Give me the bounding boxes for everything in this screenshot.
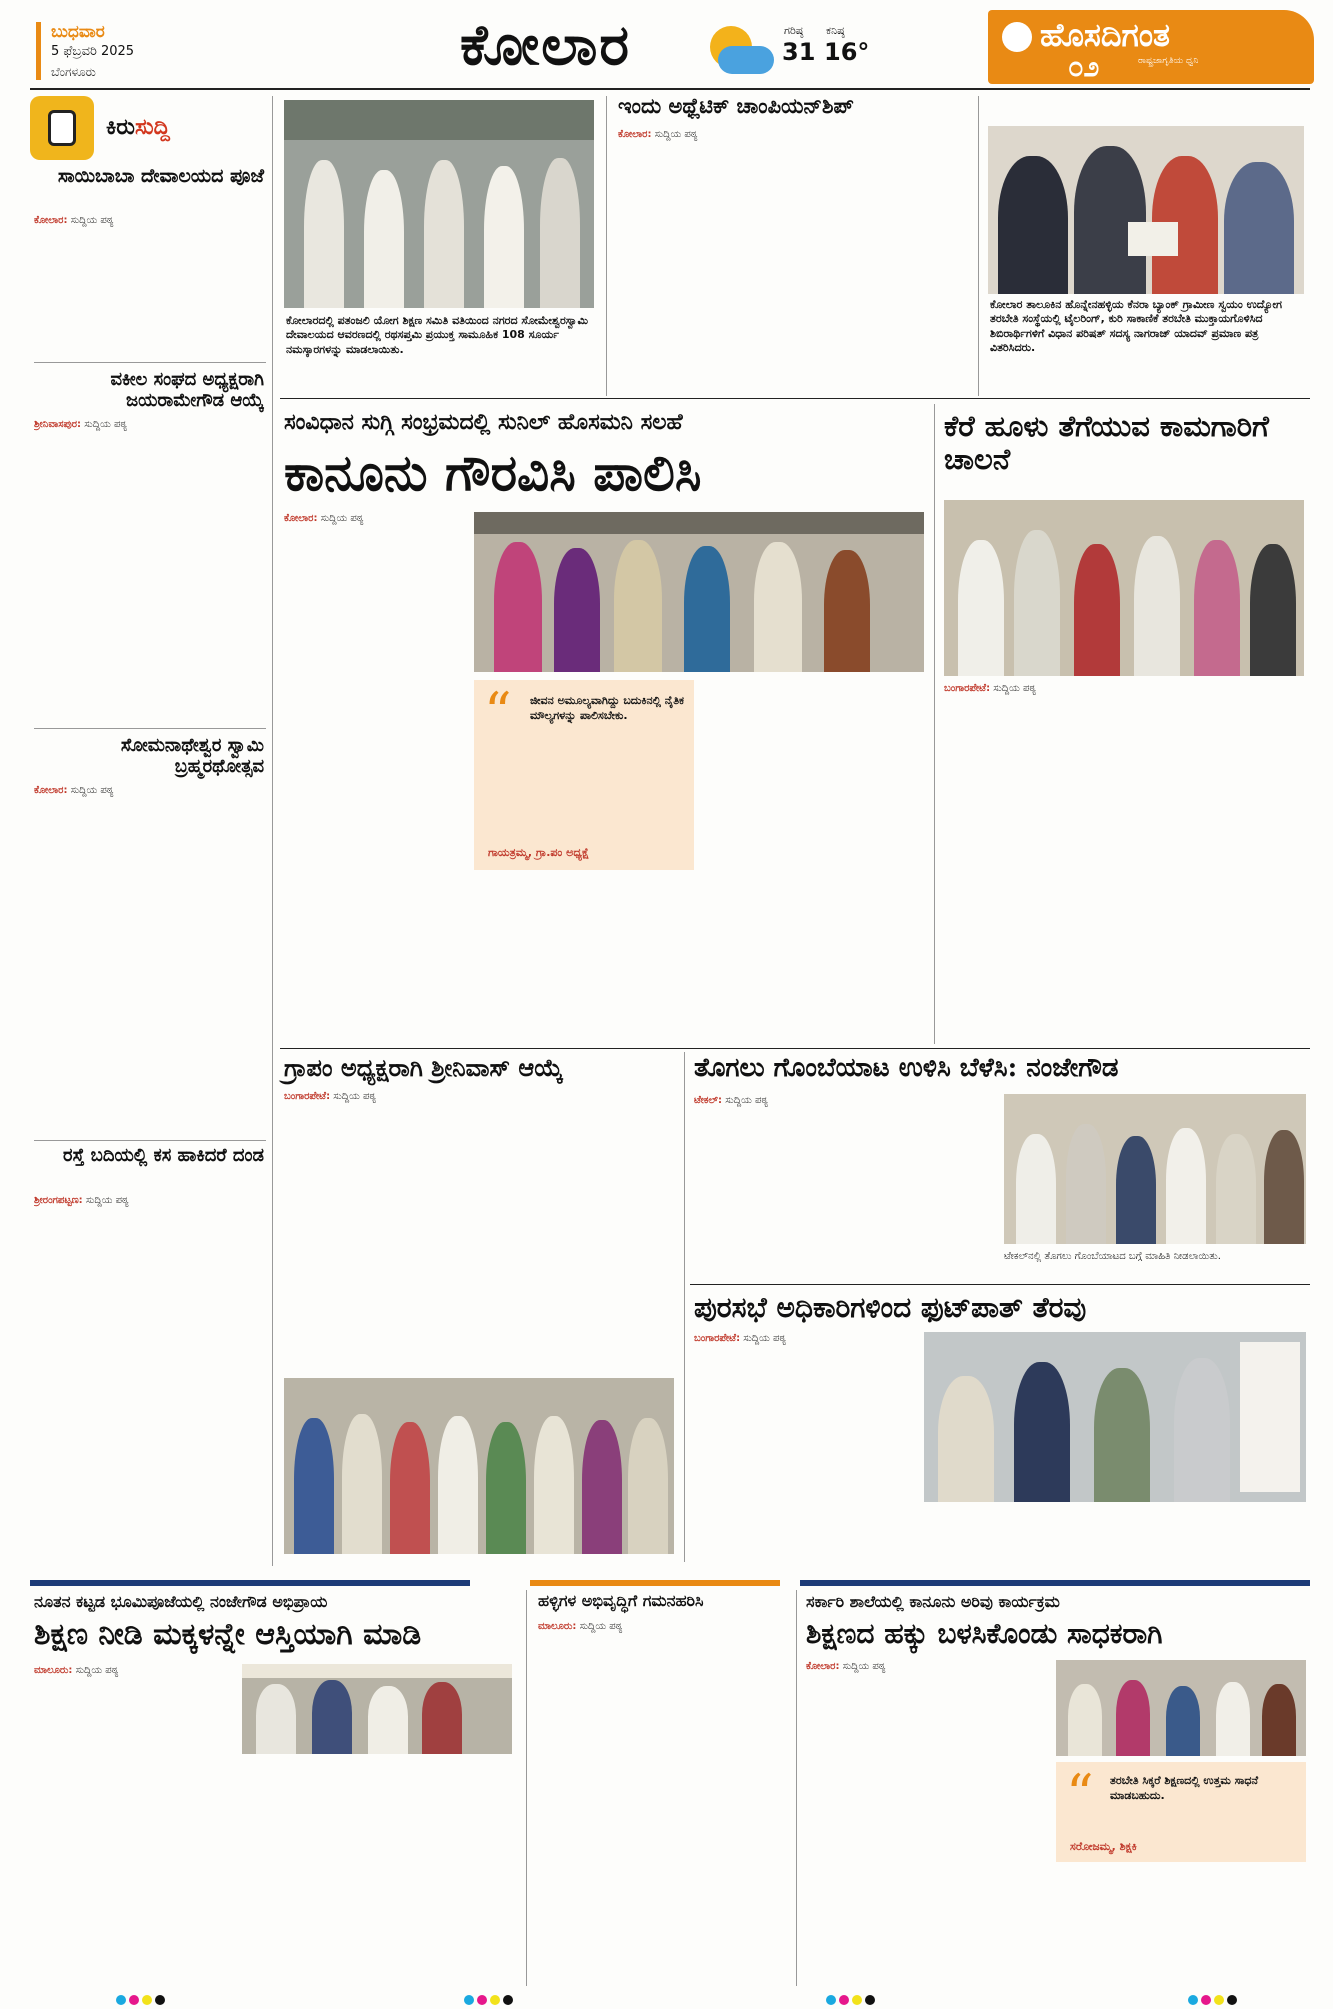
left-story-2-headline: ವಕೀಲ ಸಂಘದ ಅಧ್ಯಕ್ಷರಾಗಿ ಜಯರಾಮೇಗೌಡ ಆಯ್ಕೆ bbox=[110, 369, 264, 411]
left-story-4-dateline: ಶ್ರೀರಂಗಪಟ್ಟಣ: bbox=[34, 1195, 83, 1206]
gram-body bbox=[284, 1090, 674, 1372]
brand-logo bbox=[988, 10, 1314, 84]
masthead bbox=[30, 12, 1310, 90]
purasabhe-body bbox=[694, 1332, 914, 1560]
date: 5 ಫೆಬ್ರವರಿ 2025 bbox=[51, 44, 135, 59]
athletics-headline: ಇಂದು ಅಥ್ಲೆಟಿಕ್ ಚಾಂಪಿಯನ್‌ಶಿಪ್ bbox=[618, 93, 854, 118]
bottom-mid-dateline: ಮಾಲೂರು: bbox=[538, 1621, 577, 1632]
lead-text: ಸುದ್ದಿಯ ಪಠ್ಯ bbox=[320, 513, 364, 524]
lead-body-continued bbox=[704, 680, 926, 1042]
min-temp-label: ಕನಿಷ್ಠ bbox=[826, 24, 845, 37]
kirusuddi-label-a: ಕಿರು bbox=[106, 114, 135, 140]
athletics-dateline: ಕೋಲಾರ: bbox=[618, 129, 652, 140]
bottom-left-body bbox=[34, 1664, 234, 1984]
gram-headline: ಗ್ರಾಪಂ ಅಧ್ಯಕ್ಷರಾಗಿ ಶ್ರೀನಿವಾಸ್ ಆಯ್ಕೆ bbox=[284, 1053, 564, 1082]
lead-quote-by: ಗಾಯತ್ರಮ್ಮ, ಗ್ರಾ.ಪಂ ಅಧ್ಯಕ್ಷೆ bbox=[488, 846, 590, 859]
section-rule bbox=[280, 1048, 1310, 1049]
column-rule bbox=[526, 1590, 527, 1986]
certificate-photo-caption: ಕೋಲಾರ ತಾಲೂಕಿನ ಹೊನ್ನೇನಹಳ್ಳಿಯ ಕೆನರಾ ಬ್ಯಾಂಕ್ ಗ್ರಾಮೀಣ ಸ್ವಯಂ ಉದ್ಯೋಗ ತರಬೇತಿ ಸಂಸ್ಥೆಯಲ್ಲಿ ಟೈಲರಿಂಗ್, ಕುರಿ ಸಾಕಾಣಿಕೆ ತರಬೇತಿ ಮುಕ್ತಾಯಗೊಳಿಸಿದ ಶಿಬಿರಾರ್ಥಿಗಳಿಗೆ ವಿಧಾನ ಪರಿಷತ್ ಸದಸ್ಯ ನಾಗರಾಜ್ ಯಾದವ್ ಪ್ರಮಾಣ ಪತ್ರ ವಿತರಿಸಿದರು. bbox=[990, 298, 1282, 354]
min-temp: 16° bbox=[824, 38, 870, 66]
bottom-bar bbox=[530, 1580, 780, 1586]
bottom-left-dateline: ಮಾಲೂರು: bbox=[34, 1665, 73, 1676]
quote-mark-icon: “ bbox=[484, 681, 512, 744]
left-story-3-dateline: ಕೋಲಾರ: bbox=[34, 785, 68, 796]
bottom-right-quote-text: ತರಬೇತಿ ಸಿಕ್ಕರೆ ಶಿಕ್ಷಣದಲ್ಲಿ ಉತ್ತಮ ಸಾಧನೆ ಮಾಡಬಹುದು. bbox=[1110, 1774, 1259, 1802]
column-rule bbox=[684, 1052, 685, 1562]
kirusuddi-badge bbox=[30, 96, 260, 164]
lead-quote bbox=[474, 680, 694, 870]
kere-headline: ಕೆರೆ ಹೂಳು ತೆಗೆಯುವ ಕಾಮಗಾರಿಗೆ ಚಾಲನೆ bbox=[944, 409, 1269, 477]
lead-kicker: ಸಂವಿಧಾನ ಸುಗ್ಗಿ ಸಂಭ್ರಮದಲ್ಲಿ ಸುನಿಲ್ ಹೊಸಮನಿ ಸಲಹೆ bbox=[284, 410, 683, 435]
left-story-3-body bbox=[34, 784, 264, 1134]
purasabhe-body-continued bbox=[924, 1508, 1306, 1560]
bottom-left-text: ಸುದ್ದಿಯ ಪಠ್ಯ bbox=[75, 1665, 119, 1676]
certificate-photo bbox=[988, 126, 1304, 294]
cloud-icon bbox=[718, 46, 774, 74]
left-story-4-body bbox=[34, 1194, 264, 1560]
bottom-right-photo bbox=[1056, 1660, 1306, 1756]
registration-dots bbox=[116, 1990, 168, 2009]
bottom-right-headline: ಶಿಕ್ಷಣದ ಹಕ್ಕು ಬಳಸಿಕೊಂಡು ಸಾಧಕರಾಗಿ bbox=[806, 1617, 1163, 1650]
column-rule bbox=[934, 404, 935, 1044]
left-story-4-headline: ರಸ್ತೆ ಬದಿಯಲ್ಲಿ ಕಸ ಹಾಕಿದರೆ ದಂಡ bbox=[63, 1145, 264, 1166]
left-story-3-text: ಸುದ್ದಿಯ ಪಠ್ಯ bbox=[70, 785, 114, 796]
purasabhe-headline: ಪುರಸಭೆ ಅಧಿಕಾರಿಗಳಿಂದ ಫುಟ್‌ಪಾತ್ ತೆರವು bbox=[694, 1291, 1087, 1324]
day: ಬುಧವಾರ bbox=[51, 22, 105, 42]
athletics-text: ಸುದ್ದಿಯ ಪಠ್ಯ bbox=[654, 129, 698, 140]
bottom-right-dateline: ಕೋಲಾರ: bbox=[806, 1661, 840, 1672]
togalu-headline: ತೊಗಲು ಗೊಂಬೆಯಾಟ ಉಳಿಸಿ ಬೆಳೆಸಿ: ನಂಜೇಗೌಡ bbox=[694, 1053, 1119, 1083]
max-temp: 31 bbox=[782, 38, 816, 66]
kirusuddi-label bbox=[106, 114, 170, 140]
bottom-right-kicker: ಸರ್ಕಾರಿ ಶಾಲೆಯಲ್ಲಿ ಕಾನೂನು ಅರಿವು ಕಾರ್ಯಕ್ರಮ bbox=[806, 1592, 1060, 1611]
brand-tagline: ರಾಷ್ಟ್ರಜಾಗೃತಿಯ ಧ್ವನಿ bbox=[1138, 56, 1199, 66]
bottom-left-photo bbox=[242, 1664, 512, 1754]
bottom-mid-headline: ಹಳ್ಳಿಗಳ ಅಭಿವೃದ್ಧಿಗೆ ಗಮನಹರಿಸಿ bbox=[538, 1591, 704, 1610]
section-rule bbox=[690, 1284, 1310, 1285]
left-story-2-body bbox=[34, 418, 264, 722]
gram-photo bbox=[284, 1378, 674, 1554]
divider bbox=[34, 1140, 266, 1141]
left-story-3-headline: ಸೋಮನಾಥೇಶ್ವರ ಸ್ವಾಮಿ ಬ್ರಹ್ಮರಥೋತ್ಸವ bbox=[120, 735, 264, 777]
bottom-left-kicker: ನೂತನ ಕಟ್ಟಡ ಭೂಮಿಪೂಜೆಯಲ್ಲಿ ನಂಜೇಗೌಡ ಅಭಿಪ್ರಾಯ bbox=[34, 1592, 328, 1611]
gram-dateline: ಬಂಗಾರಪೇಟೆ: bbox=[284, 1091, 331, 1102]
left-story-2-dateline: ಶ್ರೀನಿವಾಸಪುರ: bbox=[34, 419, 82, 430]
togalu-photo bbox=[1004, 1094, 1306, 1244]
kere-text: ಸುದ್ದಿಯ ಪಠ್ಯ bbox=[993, 683, 1037, 694]
section-rule bbox=[280, 398, 1310, 399]
left-story-1-dateline: ಕೋಲಾರ: bbox=[34, 215, 68, 226]
column-rule bbox=[978, 96, 979, 396]
quote-mark-icon: “ bbox=[1066, 1763, 1094, 1826]
registration-dots bbox=[826, 1990, 878, 2009]
purasabhe-dateline: ಬಂಗಾರಪೇಟೆ: bbox=[694, 1333, 741, 1344]
lead-body bbox=[284, 512, 464, 1042]
togalu-photo-caption: ಟೇಕಲ್‌ನಲ್ಲಿ ತೊಗಲು ಗೊಂಬೆಯಾಟದ ಬಗ್ಗೆ ಮಾಹಿತಿ ನೀಡಲಾಯಿತು. bbox=[1004, 1251, 1221, 1262]
badge-box bbox=[30, 96, 94, 160]
lead-photo bbox=[474, 512, 924, 672]
lamp-icon bbox=[1002, 22, 1032, 52]
left-story-1-text: ಸುದ್ದಿಯ ಪಠ್ಯ bbox=[70, 215, 114, 226]
yoga-photo bbox=[284, 100, 594, 308]
yoga-photo-caption: ಕೋಲಾರದಲ್ಲಿ ಪತಂಜಲಿ ಯೋಗ ಶಿಕ್ಷಣ ಸಮಿತಿ ವತಿಯಿಂದ ನಗರದ ಸೋಮೇಶ್ವರಸ್ವಾಮಿ ದೇವಾಲಯದ ಆವರಣದಲ್ಲಿ ರಥಸಪ್ತಮಿ ಪ್ರಯುಕ್ತ ಸಾಮೂಹಿಕ 108 ಸೂರ್ಯ ನಮಸ್ಕಾರಗಳನ್ನು ಮಾಡಲಾಯಿತು. bbox=[286, 314, 588, 356]
max-temp-label: ಗರಿಷ್ಠ bbox=[784, 24, 804, 37]
lead-quote-text: ಜೀವನ ಅಮೂಲ್ಯವಾಗಿದ್ದು ಬದುಕಿನಲ್ಲಿ ನೈತಿಕ ಮೌಲ್ಯಗಳನ್ನು ಪಾಲಿಸಬೇಕು. bbox=[530, 694, 684, 722]
registration-dots bbox=[464, 1990, 516, 2009]
column-rule bbox=[606, 96, 607, 396]
column-rule bbox=[272, 96, 273, 1566]
lead-dateline: ಕೋಲಾರ: bbox=[284, 513, 318, 524]
kere-dateline: ಬಂಗಾರಪೇಟೆ: bbox=[944, 683, 991, 694]
column-rule bbox=[796, 1590, 797, 1986]
bottom-bar bbox=[800, 1580, 1310, 1586]
bottom-right-text: ಸುದ್ದಿಯ ಪಠ್ಯ bbox=[842, 1661, 886, 1672]
bottom-right-body-continued bbox=[806, 1816, 1306, 1984]
brand-name: ಹೊಸದಿಗಂತ bbox=[1040, 16, 1170, 54]
purasabhe-text: ಸುದ್ದಿಯ ಪಠ್ಯ bbox=[743, 1333, 787, 1344]
kere-body bbox=[944, 682, 1304, 1042]
kere-photo bbox=[944, 500, 1304, 676]
bottom-right-quote-by: ಸರೋಜಮ್ಮ, ಶಿಕ್ಷಕಿ bbox=[1070, 1840, 1137, 1853]
edition-title: ಕೋಲಾರ bbox=[460, 12, 631, 78]
left-story-1-headline: ಸಾಯಿಬಾಬಾ ದೇವಾಲಯದ ಪೂಜೆ bbox=[57, 165, 264, 187]
bottom-left-body-continued bbox=[242, 1760, 512, 1984]
kirusuddi-label-b: ಸುದ್ದಿ bbox=[134, 114, 170, 140]
bottom-bar bbox=[30, 1580, 470, 1586]
bottom-mid-text: ಸುದ್ದಿಯ ಪಠ್ಯ bbox=[579, 1621, 623, 1632]
left-story-1-body bbox=[34, 214, 264, 356]
weather-widget bbox=[710, 24, 870, 84]
registration-dots bbox=[1188, 1990, 1240, 2009]
bottom-mid-body bbox=[538, 1620, 788, 1984]
hand-icon bbox=[48, 110, 76, 146]
edition-city: ಬೆಂಗಳೂರು bbox=[51, 65, 96, 79]
page-number: ೦೨ bbox=[1068, 50, 1100, 83]
masthead-rule bbox=[30, 88, 1310, 90]
purasabhe-photo bbox=[924, 1332, 1306, 1502]
divider bbox=[34, 362, 266, 363]
left-story-2-text: ಸುದ್ದಿಯ ಪಠ್ಯ bbox=[84, 419, 128, 430]
left-story-4-text: ಸುದ್ದಿಯ ಪಠ್ಯ bbox=[85, 1195, 129, 1206]
athletics-body bbox=[618, 128, 968, 394]
date-block bbox=[36, 22, 286, 80]
bottom-left-headline: ಶಿಕ್ಷಣ ನೀಡಿ ಮಕ್ಕಳನ್ನೇ ಆಸ್ತಿಯಾಗಿ ಮಾಡಿ bbox=[34, 1617, 422, 1652]
lead-headline: ಕಾನೂನು ಗೌರವಿಸಿ ಪಾಲಿಸಿ bbox=[284, 443, 702, 502]
togalu-text: ಸುದ್ದಿಯ ಪಠ್ಯ bbox=[725, 1095, 769, 1106]
togalu-dateline: ಟೇಕಲ್: bbox=[694, 1095, 723, 1106]
divider bbox=[34, 728, 266, 729]
gram-text: ಸುದ್ದಿಯ ಪಠ್ಯ bbox=[333, 1091, 377, 1102]
bottom-right-body bbox=[806, 1660, 1046, 1810]
